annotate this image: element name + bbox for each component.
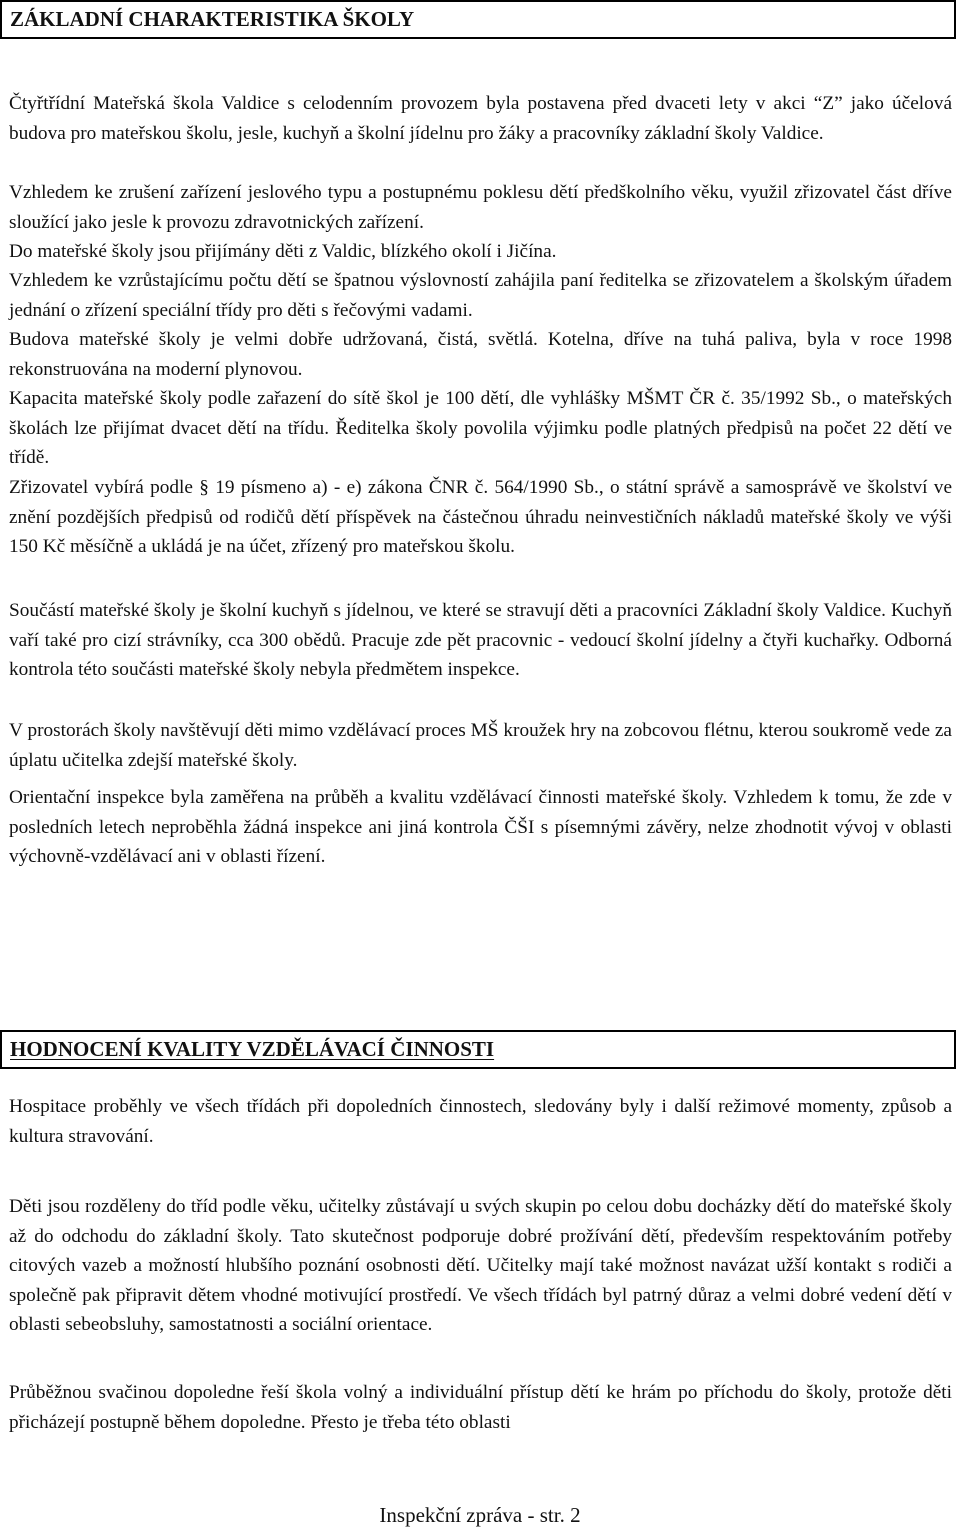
paragraph: Zřizovatel vybírá podle § 19 písmeno a) - e) zákona ČNR č. 564/1990 Sb., o státní správě a samosprávě ve školství ve znění pozdějších předpisů od rodičů dětí příspěvek na částečnou úhradu neinvestičních nákladů mateřské školy ve výši 150 Kč měsíčně a ukládá je na účet, zřízený pro mateřskou školu. [9,477,952,557]
paragraph: Děti jsou rozděleny do tříd podle věku, učitelky zůstávají u svých skupin po celou dobu docházky dětí do mateřské školy až do odchodu do základní školy. Tato skutečnost podporuje dobré prožívání dětí, především respektováním potřeby citových vazeb a možností hlubšího poznání osobnosti dětí. Učitelky mají také možnost navázat užší kontakt s rodiči a společně pak připravit dětem vhodné motivující prostředí. Ve všech třídách byl patrný důraz a velmi dobré vedení dětí v oblasti sebeobsluhy, samostatnosti a sociální orientace. [9,1196,952,1335]
section-heading-text: HODNOCENÍ KVALITY VZDĚLÁVACÍ ČINNOSTI [10,1037,495,1061]
paragraph: Vzhledem ke vzrůstajícímu počtu dětí se špatnou výslovností zahájila paní ředitelka se zřizovatelem a školským úřadem jednání o zřízení speciální třídy pro děti s řečovými vadami. [9,270,952,321]
section-heading-text: ZÁKLADNÍ CHARAKTERISTIKA ŠKOLY [10,7,415,31]
page-footer: Inspekční zpráva - str. 2 [379,1503,581,1527]
paragraph: Budova mateřské školy je velmi dobře udržovaná, čistá, světlá. Kotelna, dříve na tuhá paliva, byla v roce 1998 rekonstruována na moderní plynovou. [9,329,952,380]
paragraph: Do mateřské školy jsou přijímány děti z Valdic, blízkého okolí i Jičína. [9,241,557,262]
paragraph: Čtyřtřídní Mateřská škola Valdice s celodenním provozem byla postavena před dvaceti lety v akci “Z” jako účelová budova pro mateřskou školu, jesle, kuchyň a školní jídelnu pro žáky a pracovníky základní školy Valdice. [9,93,952,144]
paragraph: Kapacita mateřské školy podle zařazení do sítě škol je 100 dětí, dle vyhlášky MŠMT ČR č. 35/1992 Sb., o mateřských školách lze přijímat dvacet dětí na třídu. Ředitelka školy povolila výjimku podle platných předpisů na počet 22 dětí ve třídě. [9,388,952,468]
paragraph: Hospitace proběhly ve všech třídách při dopoledních činnostech, sledovány byly i další režimové momenty, způsob a kultura stravování. [9,1096,952,1147]
paragraph: Orientační inspekce byla zaměřena na průběh a kvalitu vzdělávací činnosti mateřské školy. Vzhledem k tomu, že zde v posledních letech neproběhla žádná inspekce ani jiná kontrola ČŠI s písemnými závěry, nelze zhodnotit vývoj v oblasti výchovně-vzdělávací ani v oblasti řízení. [9,787,952,867]
section-heading-quality-evaluation [0,1030,956,1069]
paragraph: Součástí mateřské školy je školní kuchyň s jídelnou, ve které se stravují děti a pracovníci Základní školy Valdice. Kuchyň vaří také pro cizí strávníky, cca 300 obědů. Pracuje zde pět pracovnic - vedoucí školní jídelny a čtyři kuchařky. Odborná kontrola této součásti mateřské školy nebyla předmětem inspekce. [9,600,952,680]
section-heading-basic-characteristics [0,0,956,39]
paragraph: V prostorách školy navštěvují děti mimo vzdělávací proces MŠ kroužek hry na zobcovou flétnu, kterou soukromě vede za úplatu učitelka zdejší mateřské školy. [9,720,952,771]
paragraph: Vzhledem ke zrušení zařízení jeslového typu a postupnému poklesu dětí předškolního věku, využil zřizovatel část dříve sloužící jako jesle k provozu zdravotnických zařízení. [9,182,952,233]
paragraph: Průběžnou svačinou dopoledne řeší škola volný a individuální přístup dětí ke hrám po příchodu do školy, protože děti přicházejí postupně během dopoledne. Přesto je třeba této oblasti [9,1382,952,1433]
